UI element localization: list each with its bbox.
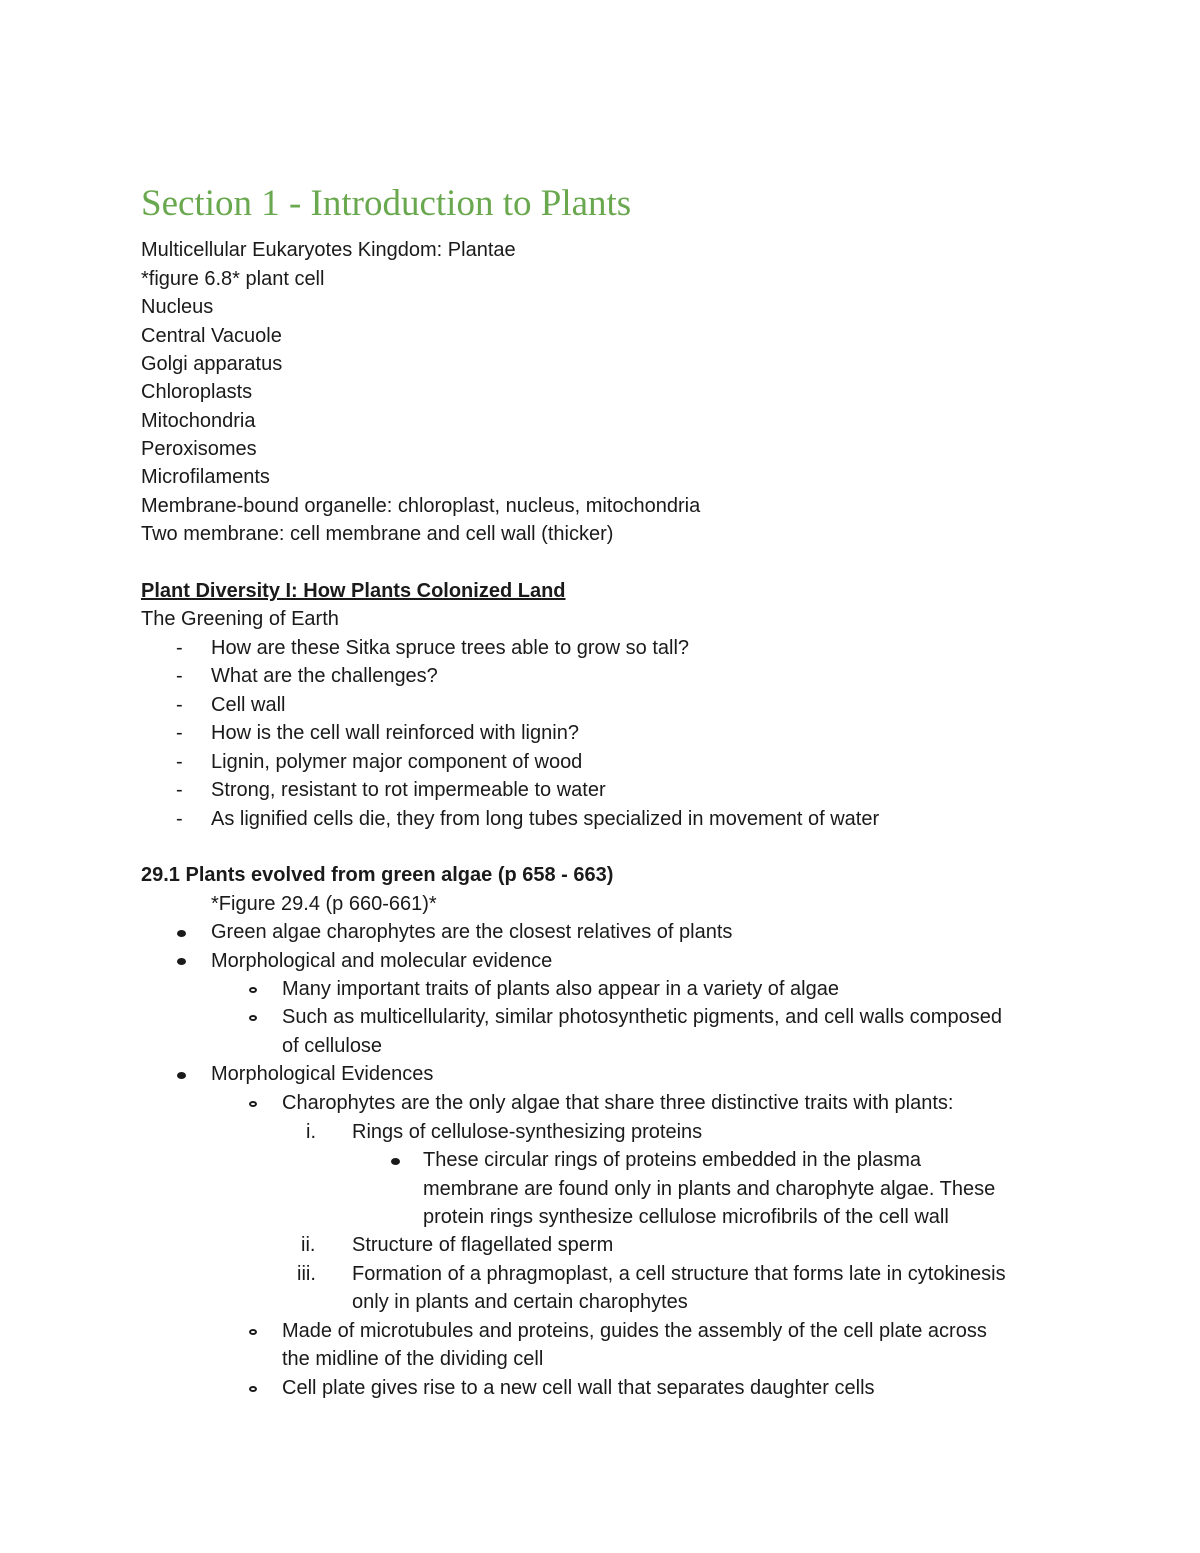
diversity-subheading: The Greening of Earth	[141, 608, 339, 630]
list-item: Morphological Evidences	[211, 1063, 434, 1085]
dash-marker: -	[176, 808, 183, 830]
list-item: Green algae charophytes are the closest relatives of plants	[211, 921, 733, 943]
dash-marker: -	[176, 637, 183, 659]
bullet-circle-icon	[249, 987, 257, 993]
intro-line: Golgi apparatus	[141, 353, 283, 375]
list-item: Cell wall	[211, 694, 286, 716]
intro-line: Chloroplasts	[141, 381, 253, 403]
dash-marker: -	[176, 665, 183, 687]
dash-marker: -	[176, 694, 183, 716]
list-item: Made of microtubules and proteins, guides the assembly of the cell plate across	[282, 1320, 987, 1342]
intro-line: Microfilaments	[141, 466, 270, 488]
list-item: Structure of flagellated sperm	[352, 1234, 614, 1256]
diversity-heading: Plant Diversity I: How Plants Colonized Land	[141, 580, 566, 602]
list-item: As lignified cells die, they from long tubes specialized in movement of water	[211, 808, 880, 830]
list-item: Formation of a phragmoplast, a cell structure that forms late in cytokinesis	[352, 1263, 1006, 1285]
dash-marker: -	[176, 751, 183, 773]
list-item: Cell plate gives rise to a new cell wall that separates daughter cells	[282, 1377, 875, 1399]
intro-line: Central Vacuole	[141, 325, 282, 347]
roman-marker: i.	[306, 1121, 316, 1143]
bullet-circle-icon	[249, 1329, 257, 1335]
dash-marker: -	[176, 779, 183, 801]
list-item: Charophytes are the only algae that share three distinctive traits with plants:	[282, 1092, 954, 1114]
list-item: Rings of cellulose-synthesizing proteins	[352, 1121, 703, 1143]
intro-line: Two membrane: cell membrane and cell wall (thicker)	[141, 523, 614, 545]
list-item: How are these Sitka spruce trees able to grow so tall?	[211, 637, 690, 659]
bullet-dot-icon	[177, 958, 186, 965]
roman-marker: ii.	[301, 1234, 316, 1256]
dash-marker: -	[176, 722, 183, 744]
list-item-continuation: the midline of the dividing cell	[282, 1348, 544, 1370]
list-item: Many important traits of plants also appear in a variety of algae	[282, 978, 839, 1000]
bullet-dot-icon	[177, 1072, 186, 1079]
list-item-continuation: only in plants and certain charophytes	[352, 1291, 688, 1313]
intro-line: Multicellular Eukaryotes Kingdom: Plantae	[141, 239, 516, 261]
list-item-continuation: of cellulose	[282, 1035, 383, 1057]
list-item: How is the cell wall reinforced with lignin?	[211, 722, 579, 744]
list-item-continuation: membrane are found only in plants and charophyte algae. These	[423, 1178, 996, 1200]
list-item-continuation: protein rings synthesize cellulose microfibrils of the cell wall	[423, 1206, 949, 1228]
figure-reference: *Figure 29.4 (p 660-661)*	[211, 893, 437, 915]
list-item: Morphological and molecular evidence	[211, 950, 553, 972]
section-title: Section 1 - Introduction to Plants	[141, 183, 632, 224]
list-item: What are the challenges?	[211, 665, 438, 687]
list-item: Such as multicellularity, similar photosynthetic pigments, and cell walls composed	[282, 1006, 1002, 1028]
bullet-dot-icon	[391, 1158, 400, 1165]
bullet-circle-icon	[249, 1386, 257, 1392]
intro-line: Peroxisomes	[141, 438, 257, 460]
list-item: Strong, resistant to rot impermeable to water	[211, 779, 606, 801]
roman-marker: iii.	[297, 1263, 316, 1285]
intro-line: Nucleus	[141, 296, 214, 318]
intro-line: Mitochondria	[141, 410, 256, 432]
list-item: These circular rings of proteins embedded in the plasma	[423, 1149, 922, 1171]
bullet-circle-icon	[249, 1015, 257, 1021]
intro-line: *figure 6.8* plant cell	[141, 268, 325, 290]
intro-line: Membrane-bound organelle: chloroplast, nucleus, mitochondria	[141, 495, 701, 517]
bullet-dot-icon	[177, 930, 186, 937]
bullet-circle-icon	[249, 1101, 257, 1107]
section-29-1-heading: 29.1 Plants evolved from green algae (p 658 - 663)	[141, 864, 614, 886]
list-item: Lignin, polymer major component of wood	[211, 751, 583, 773]
